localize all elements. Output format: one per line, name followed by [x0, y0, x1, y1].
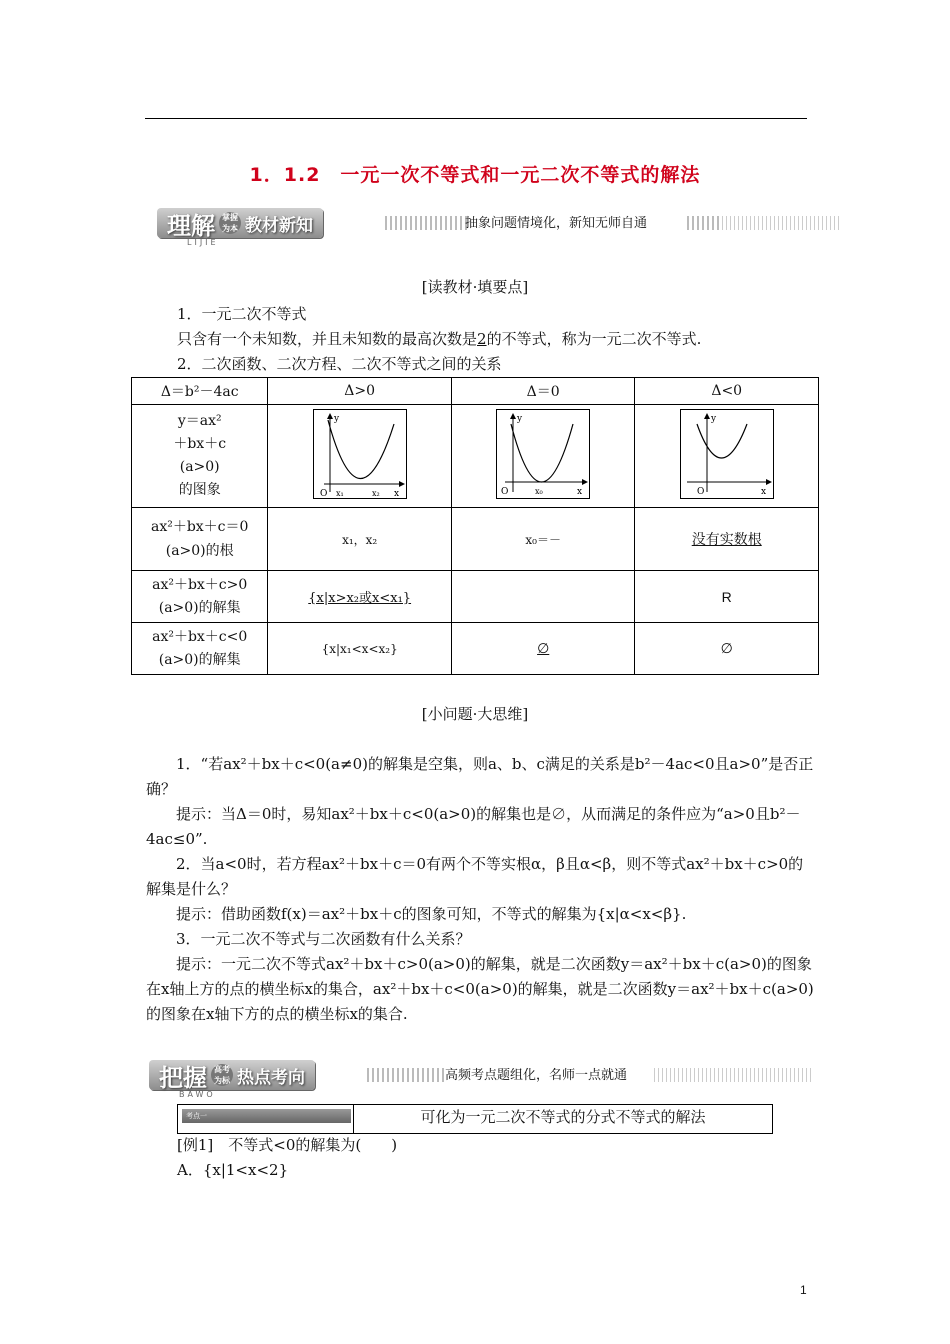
kaodian-tag: 考点一 — [182, 1109, 351, 1123]
origin-label: O — [501, 487, 509, 497]
header-neg: Δ<0 — [635, 378, 819, 405]
answer-3: 提示：一元二次不等式ax²＋bx＋c>0(a>0)的解集，就是二次函数y＝ax²＋bx＋c(a>0)的图象在x轴上方的点的横坐标x的集合，ax²＋bx＋c<0(a>0)的解集，就是二次函数y＝ax²＋bx＋c(a>0)的图象在x轴下方的点的横坐标x的集合. — [146, 955, 814, 1023]
y-axis-label: y — [517, 414, 523, 424]
parabola-no-root-graph — [680, 409, 774, 499]
label-line: (a>0)的解集 — [158, 599, 241, 616]
banner-slogan: 高频考点题组化，名师一点就通 — [445, 1068, 628, 1083]
page-number: 1 — [800, 1283, 807, 1297]
x2-label: x₂ — [371, 489, 380, 498]
row-root-label — [132, 508, 268, 571]
x-axis-label: x — [577, 487, 583, 497]
item1-body: 只含有一个未知数，并且未知数的最高次数是2的不等式，称为一元二次不等式. — [177, 330, 702, 348]
row-gt-label — [132, 571, 268, 623]
banner-pinyin: BAWO — [179, 1090, 216, 1099]
label-line: (a>0)的根 — [165, 543, 234, 559]
origin-label: O — [319, 489, 328, 499]
header-zero: Δ＝0 — [451, 378, 635, 405]
relation-table — [131, 377, 819, 675]
banner-tag — [149, 1060, 315, 1090]
section-heading-think: [小问题·大思维] — [421, 705, 529, 723]
row-graph-label — [132, 405, 268, 508]
item2-title: 2．二次函数、二次方程、二次不等式之间的关系 — [177, 355, 502, 373]
label-line: (a>0)的解集 — [158, 651, 241, 668]
cell-roots-none: 没有实数根 — [635, 508, 819, 571]
x-axis-label: x — [393, 489, 399, 499]
parabola-two-roots-graph — [313, 409, 407, 499]
item1-title: 1．一元二次不等式 — [177, 305, 307, 323]
header-delta: Δ＝b²－4ac — [132, 378, 268, 405]
banner-big-text: 把握 — [159, 1063, 207, 1092]
question-3: 3．一元二次不等式与二次函数有什么关系？ — [176, 930, 471, 948]
header-pos: Δ>0 — [268, 378, 452, 405]
banner-stripes-fade — [722, 216, 842, 230]
y-axis-label: y — [333, 414, 339, 424]
answer-1: 提示：当Δ＝0时，易知ax²＋bx＋c<0(a>0)的解集也是∅，从而满足的条件应为“a>0且b²－4ac≤0”. — [146, 805, 801, 848]
cell-gt-none: R — [635, 571, 819, 623]
graph-two-roots — [268, 405, 452, 508]
banner-circle: 高考为标 — [211, 1064, 233, 1086]
cell-lt-one: ∅ — [451, 623, 635, 675]
label-line: 的图象 — [178, 482, 221, 498]
banner-stripes-right — [654, 1068, 814, 1082]
kaodian-divider — [353, 1105, 354, 1133]
label-line: (a>0) — [179, 459, 220, 475]
cell-roots-two: x₁，x₂ — [268, 508, 452, 571]
label-line: ax²＋bx＋c＝0 — [150, 519, 249, 535]
section-heading-read: [读教材·填要点] — [421, 278, 529, 296]
cell-lt-two: {x|x₁<x<x₂} — [268, 623, 452, 675]
y-axis-label: y — [710, 414, 716, 424]
kaodian-box — [177, 1104, 773, 1134]
origin-label: O — [696, 487, 705, 497]
banner-circle: 掌握为本 — [219, 212, 241, 234]
option-a: A．{x|1<x<2} — [177, 1161, 289, 1179]
answer-2: 提示：借助函数f(x)＝ax²＋bx＋c的图象可知，不等式的解集为{x|α<x<β}. — [176, 905, 687, 923]
graph-no-root — [635, 405, 819, 508]
banner-slogan: 抽象问题情境化，新知无师自通 — [465, 216, 648, 231]
label-line: y＝ax² — [177, 413, 222, 429]
banner-understand — [157, 208, 842, 247]
banner-master — [149, 1060, 814, 1099]
x1-label: x₁ — [335, 489, 344, 498]
label-line: ax²＋bx＋c<0 — [152, 628, 248, 645]
example-1: [例1] 不等式<0的解集为( ) — [177, 1136, 398, 1154]
banner-sub-text: 教材新知 — [245, 215, 313, 236]
banner-stripes — [367, 1068, 445, 1082]
question-1: 1．“若ax²＋bx＋c<0(a≠0)的解集是空集，则a、b、c满足的关系是b²－4ac<0且a>0”是否正确？ — [146, 755, 814, 798]
row-lt-label — [132, 623, 268, 675]
banner-tag — [157, 208, 323, 238]
page-title: 1．1.2 一元一次不等式和一元二次不等式的解法 — [249, 164, 701, 186]
cell-gt-one — [451, 571, 635, 623]
label-line: ＋bx＋c — [173, 436, 227, 452]
cell-roots-one: x₀＝－ — [451, 508, 635, 571]
cell-gt-two: {x|x>x₂或x<x₁} — [268, 571, 452, 623]
kaodian-title: 可化为一元二次不等式的分式不等式的解法 — [420, 1108, 706, 1126]
cell-lt-none: ∅ — [635, 623, 819, 675]
graph-one-root — [451, 405, 635, 508]
banner-sub-text: 热点考向 — [237, 1067, 305, 1088]
x-axis-label: x — [760, 487, 766, 497]
banner-pinyin: LIJIE — [187, 238, 219, 247]
banner-stripes-right — [687, 216, 722, 230]
top-rule — [145, 118, 807, 119]
question-2: 2．当a<0时，若方程ax²＋bx＋c＝0有两个不等实根α，β且α<β，则不等式ax²＋bx＋c>0的解集是什么？ — [146, 855, 804, 898]
x0-label: x₀ — [535, 487, 543, 496]
label-line: ax²＋bx＋c>0 — [152, 576, 248, 593]
banner-big-text: 理解 — [167, 211, 215, 240]
banner-stripes — [385, 216, 467, 230]
parabola-one-root-graph — [496, 409, 590, 499]
